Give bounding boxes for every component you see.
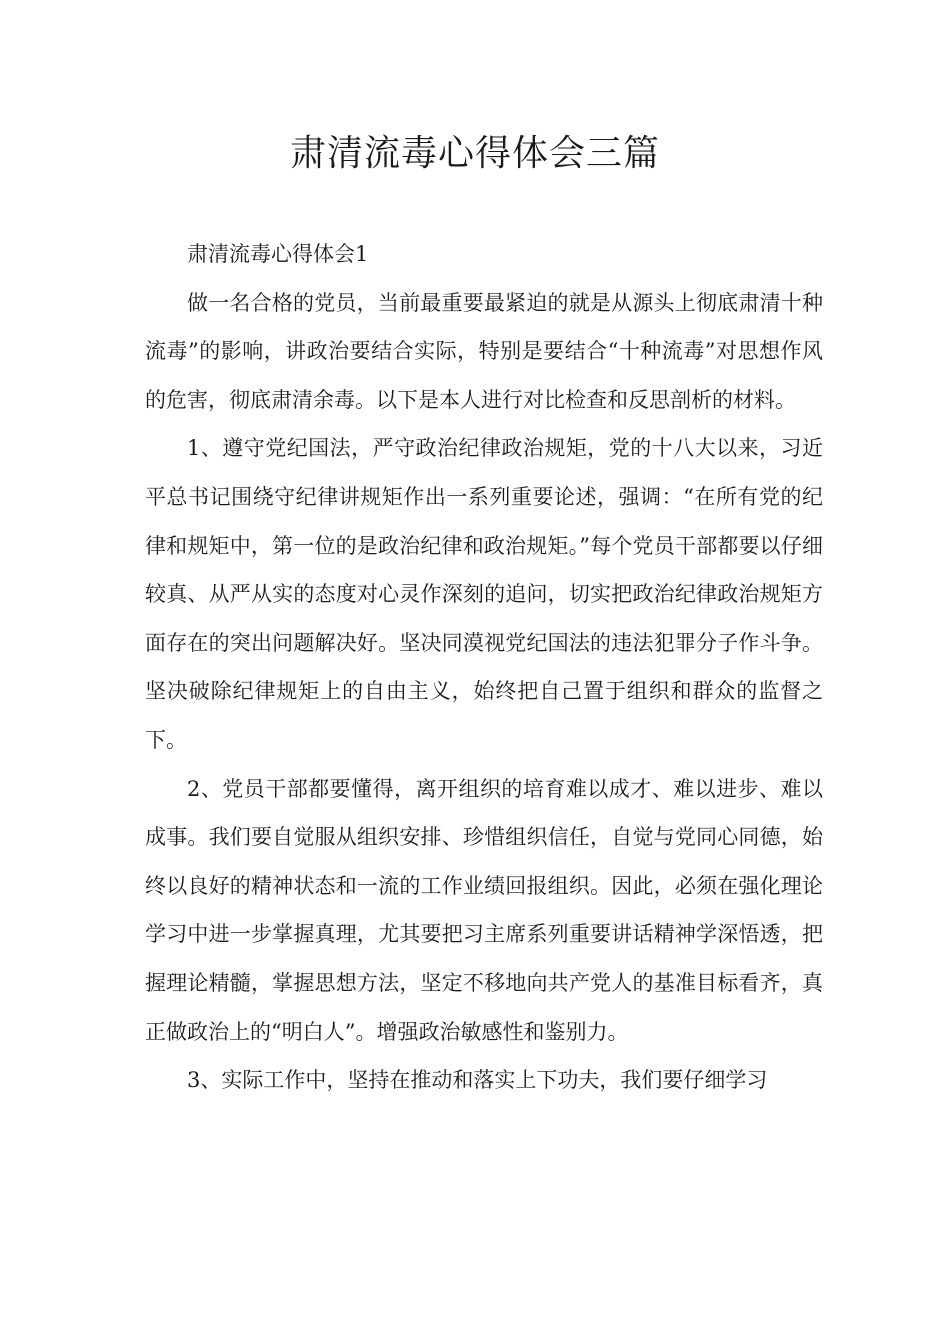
paragraph-point-3: 3、实际工作中，坚持在推动和落实上下功夫，我们要仔细学习 [187,1068,768,1093]
paragraph-point-1: 1、遵守党纪国法，严守政治纪律政治规矩，党的十八大以来，习近平总书记围绕守纪律讲规矩作出一系列重要论述，强调：“在所有党的纪律和规矩中，第一位的是政治纪律和政治规矩。”每个党员干部都要以仔细较真、从严从实的态度对心灵作深刻的追问，切实把政治纪律政治规矩方面存在的突出问题解决好。坚决同漠视党纪国法的违法犯罪分子作斗争。坚决破除纪律规矩上的自由主义，始终把自己置于组织和群众的监督之下。 [145,436,823,752]
paragraph-point-2: 2、党员干部都要懂得，离开组织的培育难以成才、难以进步、难以成事。我们要自觉服从组织安排、珍惜组织信任，自觉与党同心同德，始终以良好的精神状态和一流的工作业绩回报组织。因此，必须在强化理论学习中进一步掌握真理，尤其要把习主席系列重要讲话精神学深悟透，把握理论精髓，掌握思想方法，坚定不移地向共产党人的基准目标看齐，真正做政治上的“明白人”。增强政治敏感性和鉴别力。 [145,776,823,1044]
document-body [145,230,823,1105]
document-title: 肃清流毒心得体会三篇 [289,133,660,174]
paragraph-intro: 做一名合格的党员，当前最重要最紧迫的就是从源头上彻底肃清十种流毒”的影响，讲政治要结合实际，特别是要结合“十种流毒”对思想作风的危害，彻底肃清余毒。以下是本人进行对比检查和反思剖析的材料。 [145,290,823,412]
section-subheading: 肃清流毒心得体会1 [187,242,369,266]
